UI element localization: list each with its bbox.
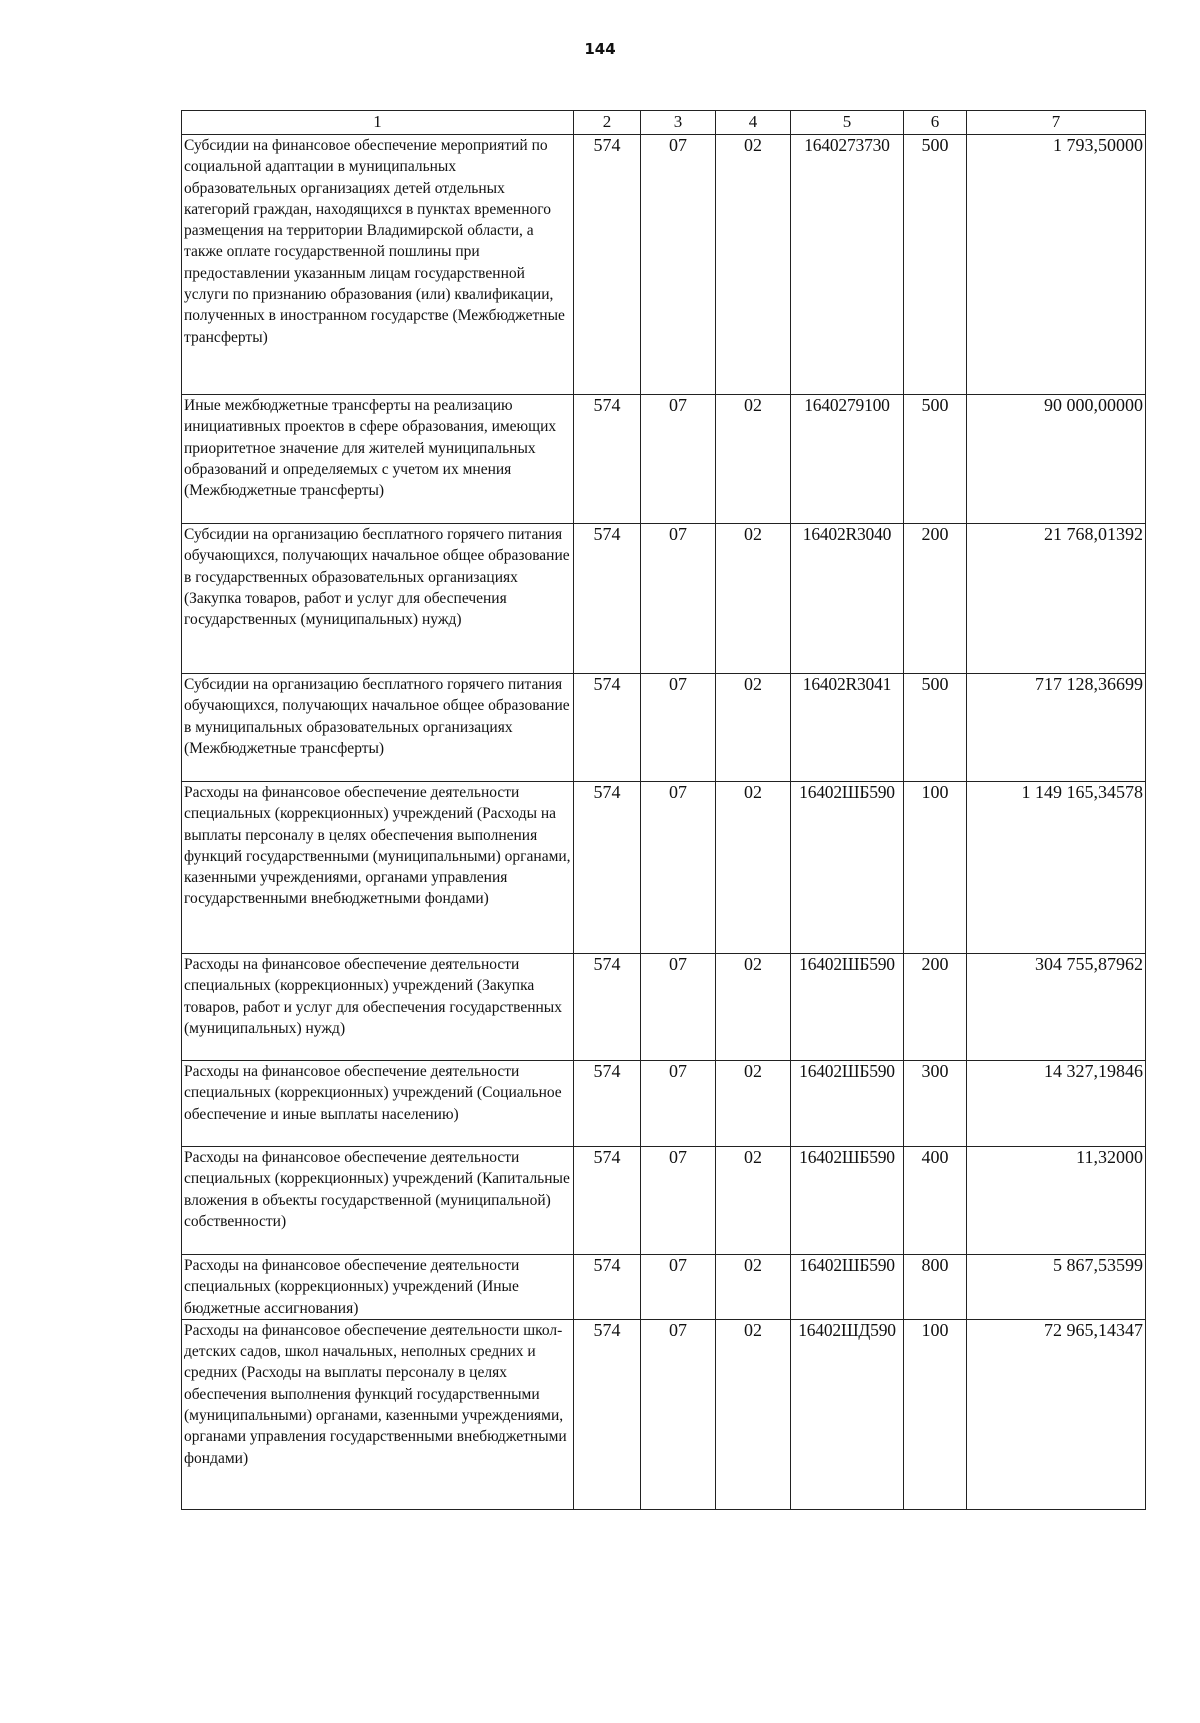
row-amount: 90 000,00000 [967,395,1146,524]
table-row [182,1147,1146,1255]
row-col4: 02 [716,135,791,395]
row-description: Субсидии на финансовое обеспечение мероприятий по социальной адаптации в муниципальных образовательных организациях детей отдельных категорий граждан, находящихся в пунктах временного размещения на территории Владимирской области, а также оплате государственной пошлины при предоставлении указанным лицам государственной услуги по признанию образования (или) квалификации, полученных в иностранном государстве (Межбюджетные трансферты) [182,135,574,395]
row-target-code: 16402ШБ590 [791,954,904,1061]
row-expense-type: 400 [904,1147,967,1255]
row-expense-type: 500 [904,395,967,524]
row-col4: 02 [716,524,791,674]
row-expense-type: 200 [904,954,967,1061]
table-row [182,954,1146,1061]
table-row [182,782,1146,954]
table-row [182,674,1146,782]
row-description: Расходы на финансовое обеспечение деятельности специальных (коррекционных) учреждений (Иные бюджетные ассигнования) [182,1255,574,1320]
table-row [182,395,1146,524]
row-col3: 07 [641,1319,716,1509]
row-expense-type: 200 [904,524,967,674]
header-cell: 7 [967,111,1146,135]
row-col3: 07 [641,1147,716,1255]
row-amount: 5 867,53599 [967,1255,1146,1320]
row-expense-type: 100 [904,782,967,954]
row-description: Расходы на финансовое обеспечение деятельности специальных (коррекционных) учреждений (Социальное обеспечение и иные выплаты населению) [182,1061,574,1147]
table-row [182,1319,1146,1509]
table-row [182,135,1146,395]
row-col4: 02 [716,782,791,954]
row-col3: 07 [641,782,716,954]
header-cell: 6 [904,111,967,135]
row-col2: 574 [574,1319,641,1509]
page-number: 144 [584,40,616,58]
row-amount: 21 768,01392 [967,524,1146,674]
row-description: Расходы на финансовое обеспечение деятельности специальных (коррекционных) учреждений (Капитальные вложения в объекты государственной (муниципальной) собственности) [182,1147,574,1255]
table-row [182,1061,1146,1147]
table-row [182,524,1146,674]
row-col4: 02 [716,395,791,524]
row-col3: 07 [641,135,716,395]
row-description: Расходы на финансовое обеспечение деятельности специальных (коррекционных) учреждений (Закупка товаров, работ и услуг для обеспечения государственных (муниципальных) нужд) [182,954,574,1061]
budget-table [181,110,1146,1510]
row-amount: 304 755,87962 [967,954,1146,1061]
row-description: Расходы на финансовое обеспечение деятельности школ-детских садов, школ начальных, неполных средних и средних (Расходы на выплаты персоналу в целях обеспечения выполнения функций государственными (муниципальными) органами, казенными учреждениями, органами управления государственными внебюджетными фондами) [182,1319,574,1509]
row-description: Субсидии на организацию бесплатного горячего питания обучающихся, получающих начальное общее образование в муниципальных образовательных организациях (Межбюджетные трансферты) [182,674,574,782]
row-col4: 02 [716,954,791,1061]
row-col4: 02 [716,674,791,782]
row-col4: 02 [716,1147,791,1255]
header-cell: 4 [716,111,791,135]
row-col4: 02 [716,1255,791,1320]
row-col3: 07 [641,395,716,524]
row-expense-type: 500 [904,135,967,395]
row-col2: 574 [574,782,641,954]
header-cell: 1 [182,111,574,135]
row-description: Расходы на финансовое обеспечение деятельности специальных (коррекционных) учреждений (Расходы на выплаты персоналу в целях обеспечения выполнения функций государственными (муниципальными) органами, казенными учреждениями, органами управления государственными внебюджетными фондами) [182,782,574,954]
row-target-code: 16402R3040 [791,524,904,674]
row-expense-type: 300 [904,1061,967,1147]
row-amount: 717 128,36699 [967,674,1146,782]
row-col2: 574 [574,524,641,674]
row-target-code: 16402ШБ590 [791,1147,904,1255]
row-amount: 72 965,14347 [967,1319,1146,1509]
row-amount: 1 149 165,34578 [967,782,1146,954]
row-col4: 02 [716,1061,791,1147]
header-cell: 3 [641,111,716,135]
row-col4: 02 [716,1319,791,1509]
row-col3: 07 [641,674,716,782]
row-col2: 574 [574,135,641,395]
row-col3: 07 [641,954,716,1061]
row-col2: 574 [574,1061,641,1147]
row-col2: 574 [574,395,641,524]
row-expense-type: 500 [904,674,967,782]
row-col3: 07 [641,1255,716,1320]
row-amount: 1 793,50000 [967,135,1146,395]
row-target-code: 16402R3041 [791,674,904,782]
row-target-code: 1640273730 [791,135,904,395]
row-col3: 07 [641,524,716,674]
row-description: Иные межбюджетные трансферты на реализацию инициативных проектов в сфере образования, имеющих приоритетное значение для жителей муниципальных образований и определяемых с учетом их мнения (Межбюджетные трансферты) [182,395,574,524]
row-target-code: 16402ШБ590 [791,1255,904,1320]
row-col2: 574 [574,1255,641,1320]
row-description: Субсидии на организацию бесплатного горячего питания обучающихся, получающих начальное общее образование в государственных образовательных организациях (Закупка товаров, работ и услуг для обеспечения государственных (муниципальных) нужд) [182,524,574,674]
row-expense-type: 800 [904,1255,967,1320]
row-expense-type: 100 [904,1319,967,1509]
header-cell: 2 [574,111,641,135]
row-target-code: 1640279100 [791,395,904,524]
row-col2: 574 [574,954,641,1061]
row-target-code: 16402ШБ590 [791,782,904,954]
table-row [182,1255,1146,1320]
row-col2: 574 [574,674,641,782]
row-target-code: 16402ШБ590 [791,1061,904,1147]
header-cell: 5 [791,111,904,135]
row-col3: 07 [641,1061,716,1147]
row-target-code: 16402ШД590 [791,1319,904,1509]
row-amount: 11,32000 [967,1147,1146,1255]
row-col2: 574 [574,1147,641,1255]
header-row [182,111,1146,135]
row-amount: 14 327,19846 [967,1061,1146,1147]
